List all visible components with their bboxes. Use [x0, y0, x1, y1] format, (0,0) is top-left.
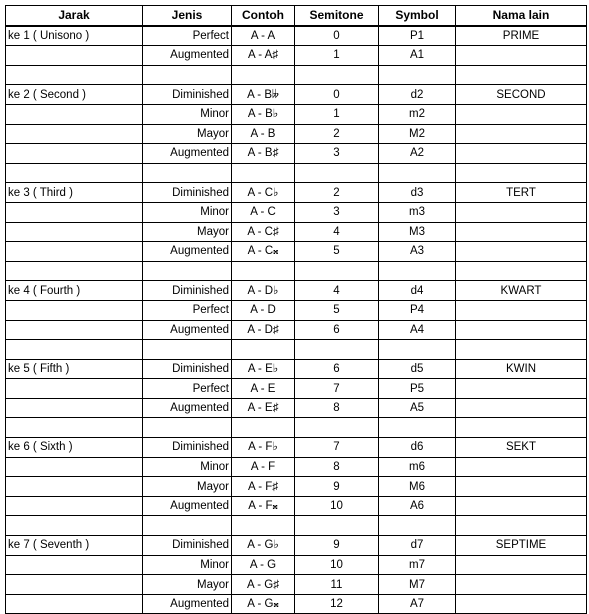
cell-symbol: d4	[379, 281, 456, 301]
cell-jarak	[6, 144, 143, 164]
cell-jenis: Diminished	[143, 85, 232, 105]
cell-jarak	[6, 398, 143, 418]
empty-cell	[295, 516, 379, 536]
cell-symbol: A2	[379, 144, 456, 164]
cell-jenis: Perfect	[143, 300, 232, 320]
empty-cell	[6, 65, 143, 85]
empty-cell	[456, 163, 587, 183]
cell-nama-lain	[456, 379, 587, 399]
cell-jarak	[6, 300, 143, 320]
header-contoh: Contoh	[232, 6, 295, 26]
empty-cell	[295, 418, 379, 438]
empty-cell	[456, 261, 587, 281]
cell-jenis: Minor	[143, 104, 232, 124]
cell-jarak	[6, 575, 143, 595]
empty-cell	[143, 65, 232, 85]
cell-semitone: 7	[295, 379, 379, 399]
cell-nama-lain: SEPTIME	[456, 536, 587, 556]
cell-contoh: A - G♯	[232, 575, 295, 595]
cell-semitone: 2	[295, 124, 379, 144]
cell-symbol: m7	[379, 555, 456, 575]
cell-symbol: P4	[379, 300, 456, 320]
cell-contoh: A - B♯	[232, 144, 295, 164]
cell-jenis: Diminished	[143, 359, 232, 379]
empty-cell	[143, 163, 232, 183]
cell-jarak: ke 6 ( Sixth )	[6, 438, 143, 458]
cell-symbol: A1	[379, 46, 456, 66]
cell-nama-lain	[456, 477, 587, 497]
empty-cell	[232, 418, 295, 438]
empty-cell	[232, 516, 295, 536]
cell-semitone: 8	[295, 398, 379, 418]
cell-jenis: Mayor	[143, 477, 232, 497]
empty-cell	[232, 65, 295, 85]
empty-cell	[295, 340, 379, 360]
cell-semitone: 10	[295, 555, 379, 575]
cell-jarak	[6, 320, 143, 340]
cell-semitone: 8	[295, 457, 379, 477]
table-row	[6, 496, 587, 516]
cell-symbol: M6	[379, 477, 456, 497]
cell-contoh: A - C	[232, 202, 295, 222]
cell-jarak	[6, 46, 143, 66]
empty-cell	[232, 261, 295, 281]
cell-symbol: d3	[379, 183, 456, 203]
spacer-row	[6, 261, 587, 281]
cell-jenis: Perfect	[143, 379, 232, 399]
cell-contoh: A - A	[232, 26, 295, 46]
cell-contoh: A - E	[232, 379, 295, 399]
empty-cell	[232, 340, 295, 360]
empty-cell	[379, 418, 456, 438]
table-row	[6, 359, 587, 379]
cell-semitone: 4	[295, 281, 379, 301]
cell-nama-lain: PRIME	[456, 26, 587, 46]
table-row	[6, 320, 587, 340]
cell-jarak	[6, 496, 143, 516]
cell-semitone: 7	[295, 438, 379, 458]
cell-semitone: 5	[295, 242, 379, 262]
empty-cell	[456, 418, 587, 438]
table-row	[6, 183, 587, 203]
spacer-row	[6, 516, 587, 536]
empty-cell	[295, 163, 379, 183]
cell-jarak	[6, 242, 143, 262]
table-row	[6, 398, 587, 418]
empty-cell	[6, 516, 143, 536]
cell-jenis: Minor	[143, 555, 232, 575]
cell-jarak	[6, 104, 143, 124]
header-semitone: Semitone	[295, 6, 379, 26]
cell-nama-lain	[456, 555, 587, 575]
cell-nama-lain	[456, 320, 587, 340]
cell-nama-lain: KWART	[456, 281, 587, 301]
cell-jenis: Diminished	[143, 281, 232, 301]
cell-jenis: Minor	[143, 457, 232, 477]
header-row	[6, 6, 587, 26]
cell-nama-lain	[456, 496, 587, 516]
cell-contoh: A - D	[232, 300, 295, 320]
cell-symbol: A7	[379, 594, 456, 614]
cell-symbol: A4	[379, 320, 456, 340]
empty-cell	[456, 340, 587, 360]
cell-nama-lain	[456, 202, 587, 222]
cell-jenis: Augmented	[143, 496, 232, 516]
cell-jenis: Augmented	[143, 594, 232, 614]
header-jarak: Jarak	[6, 6, 143, 26]
cell-symbol: d2	[379, 85, 456, 105]
cell-contoh: A - D♯	[232, 320, 295, 340]
cell-jarak: ke 5 ( Fifth )	[6, 359, 143, 379]
cell-nama-lain: SEKT	[456, 438, 587, 458]
cell-semitone: 6	[295, 359, 379, 379]
cell-nama-lain	[456, 457, 587, 477]
cell-symbol: A5	[379, 398, 456, 418]
empty-cell	[379, 516, 456, 536]
table-row	[6, 242, 587, 262]
cell-contoh: A - F♯	[232, 477, 295, 497]
cell-jenis: Minor	[143, 202, 232, 222]
table-row	[6, 222, 587, 242]
table-row	[6, 26, 587, 46]
empty-cell	[379, 261, 456, 281]
cell-jenis: Diminished	[143, 183, 232, 203]
empty-cell	[6, 340, 143, 360]
cell-semitone: 1	[295, 104, 379, 124]
cell-nama-lain	[456, 242, 587, 262]
cell-semitone: 5	[295, 300, 379, 320]
cell-symbol: A3	[379, 242, 456, 262]
cell-jarak: ke 1 ( Unisono )	[6, 26, 143, 46]
cell-semitone: 1	[295, 46, 379, 66]
cell-jenis: Augmented	[143, 242, 232, 262]
empty-cell	[143, 340, 232, 360]
empty-cell	[456, 516, 587, 536]
cell-jarak: ke 3 ( Third )	[6, 183, 143, 203]
cell-jenis: Augmented	[143, 398, 232, 418]
empty-cell	[6, 261, 143, 281]
table-row	[6, 124, 587, 144]
cell-symbol: P1	[379, 26, 456, 46]
cell-symbol: P5	[379, 379, 456, 399]
cell-jarak	[6, 477, 143, 497]
cell-contoh: A - C𝄪	[232, 242, 295, 262]
cell-jenis: Mayor	[143, 222, 232, 242]
cell-contoh: A - G	[232, 555, 295, 575]
cell-semitone: 0	[295, 26, 379, 46]
cell-semitone: 3	[295, 144, 379, 164]
cell-nama-lain: SECOND	[456, 85, 587, 105]
cell-contoh: A - A♯	[232, 46, 295, 66]
cell-contoh: A - C♯	[232, 222, 295, 242]
cell-nama-lain: TERT	[456, 183, 587, 203]
table-row	[6, 536, 587, 556]
cell-symbol: M3	[379, 222, 456, 242]
header-symbol: Symbol	[379, 6, 456, 26]
cell-jenis: Mayor	[143, 124, 232, 144]
cell-semitone: 9	[295, 477, 379, 497]
cell-contoh: A - F♭	[232, 438, 295, 458]
table-row	[6, 104, 587, 124]
empty-cell	[6, 163, 143, 183]
cell-nama-lain	[456, 594, 587, 614]
cell-semitone: 4	[295, 222, 379, 242]
empty-cell	[379, 340, 456, 360]
spacer-row	[6, 418, 587, 438]
cell-jarak	[6, 202, 143, 222]
cell-semitone: 6	[295, 320, 379, 340]
cell-jenis: Diminished	[143, 438, 232, 458]
cell-nama-lain	[456, 124, 587, 144]
table-row	[6, 438, 587, 458]
cell-contoh: A - B𝄫	[232, 85, 295, 105]
cell-nama-lain	[456, 144, 587, 164]
cell-contoh: A - B♭	[232, 104, 295, 124]
cell-nama-lain	[456, 222, 587, 242]
header-jenis: Jenis	[143, 6, 232, 26]
cell-semitone: 10	[295, 496, 379, 516]
empty-cell	[456, 65, 587, 85]
cell-symbol: m2	[379, 104, 456, 124]
cell-nama-lain	[456, 398, 587, 418]
empty-cell	[143, 261, 232, 281]
cell-jarak	[6, 124, 143, 144]
cell-contoh: A - G♭	[232, 536, 295, 556]
table-row	[6, 202, 587, 222]
cell-symbol: m6	[379, 457, 456, 477]
cell-contoh: A - C♭	[232, 183, 295, 203]
cell-contoh: A - E♭	[232, 359, 295, 379]
cell-jarak	[6, 379, 143, 399]
table-row	[6, 144, 587, 164]
cell-jarak	[6, 594, 143, 614]
cell-contoh: A - F𝄪	[232, 496, 295, 516]
cell-semitone: 2	[295, 183, 379, 203]
cell-jenis: Augmented	[143, 320, 232, 340]
table-row	[6, 46, 587, 66]
cell-contoh: A - F	[232, 457, 295, 477]
table-row	[6, 281, 587, 301]
empty-cell	[295, 261, 379, 281]
cell-semitone: 11	[295, 575, 379, 595]
table-row	[6, 594, 587, 614]
cell-symbol: d6	[379, 438, 456, 458]
cell-nama-lain: KWIN	[456, 359, 587, 379]
cell-nama-lain	[456, 300, 587, 320]
cell-symbol: M7	[379, 575, 456, 595]
cell-jenis: Mayor	[143, 575, 232, 595]
table-row	[6, 85, 587, 105]
cell-jenis: Augmented	[143, 46, 232, 66]
cell-contoh: A - D♭	[232, 281, 295, 301]
table-row	[6, 457, 587, 477]
cell-nama-lain	[456, 575, 587, 595]
cell-jenis: Diminished	[143, 536, 232, 556]
cell-jenis: Augmented	[143, 144, 232, 164]
cell-jarak	[6, 222, 143, 242]
table-row	[6, 300, 587, 320]
table-body	[6, 26, 587, 614]
cell-jarak: ke 7 ( Seventh )	[6, 536, 143, 556]
cell-contoh: A - E♯	[232, 398, 295, 418]
cell-jarak: ke 4 ( Fourth )	[6, 281, 143, 301]
cell-symbol: M2	[379, 124, 456, 144]
cell-semitone: 9	[295, 536, 379, 556]
table-row	[6, 555, 587, 575]
cell-contoh: A - G𝄪	[232, 594, 295, 614]
interval-table	[5, 5, 587, 614]
cell-nama-lain	[456, 46, 587, 66]
cell-jarak	[6, 457, 143, 477]
cell-symbol: d7	[379, 536, 456, 556]
table-row	[6, 477, 587, 497]
header-nama-lain: Nama lain	[456, 6, 587, 26]
cell-symbol: d5	[379, 359, 456, 379]
empty-cell	[379, 163, 456, 183]
empty-cell	[6, 418, 143, 438]
cell-semitone: 3	[295, 202, 379, 222]
cell-symbol: A6	[379, 496, 456, 516]
cell-nama-lain	[456, 104, 587, 124]
empty-cell	[295, 65, 379, 85]
empty-cell	[232, 163, 295, 183]
spacer-row	[6, 65, 587, 85]
empty-cell	[143, 418, 232, 438]
cell-semitone: 0	[295, 85, 379, 105]
empty-cell	[143, 516, 232, 536]
table-row	[6, 575, 587, 595]
spacer-row	[6, 340, 587, 360]
cell-contoh: A - B	[232, 124, 295, 144]
cell-symbol: m3	[379, 202, 456, 222]
cell-semitone: 12	[295, 594, 379, 614]
cell-jarak: ke 2 ( Second )	[6, 85, 143, 105]
cell-jarak	[6, 555, 143, 575]
table-row	[6, 379, 587, 399]
cell-jenis: Perfect	[143, 26, 232, 46]
empty-cell	[379, 65, 456, 85]
spacer-row	[6, 163, 587, 183]
